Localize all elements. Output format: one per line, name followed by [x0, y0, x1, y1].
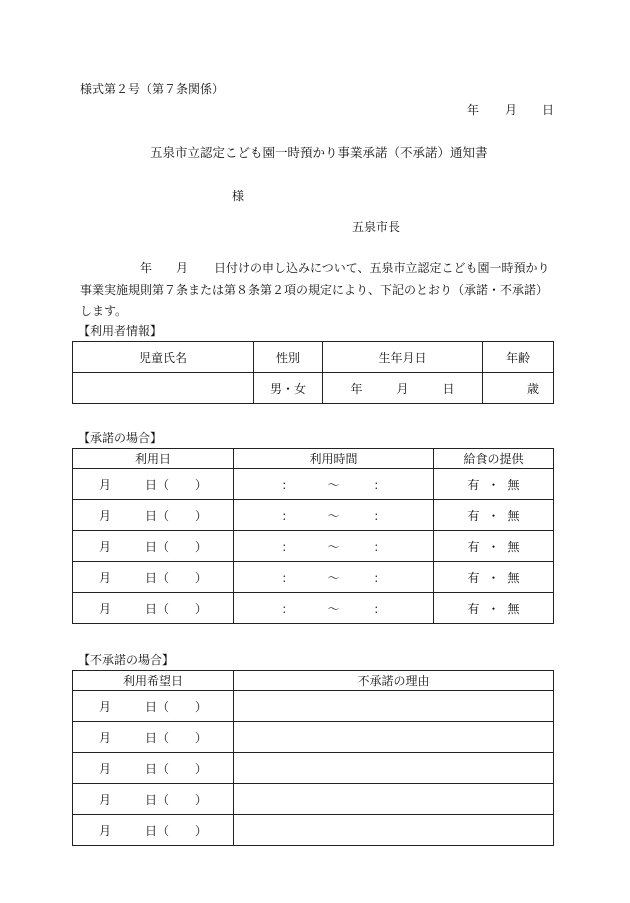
table-row [73, 562, 554, 593]
rejected-reason-cell[interactable] [234, 815, 554, 846]
rejected-date-cell[interactable] [73, 784, 234, 815]
time-colon-end: ： [373, 601, 386, 616]
month-label: 月 [98, 792, 111, 807]
meal-yes: 有 [467, 601, 480, 616]
date-year: 年 [467, 103, 480, 117]
approved-meal-cell[interactable] [434, 500, 554, 531]
time-tilde: ～ [327, 508, 340, 523]
month-label: 月 [98, 477, 111, 492]
table-row [73, 722, 554, 753]
meal-no: 無 [507, 477, 520, 492]
table-row [73, 753, 554, 784]
weekday-close: ） [195, 699, 208, 714]
approved-meal-header: 給食の提供 [434, 449, 554, 469]
issuer: 五泉市長 [352, 220, 401, 234]
birth-date-header: 生年月日 [323, 342, 483, 373]
approved-meal-cell[interactable] [434, 562, 554, 593]
table-row [73, 469, 554, 500]
rejected-reason-cell[interactable] [234, 753, 554, 784]
child-name-cell[interactable] [73, 373, 254, 404]
time-tilde: ～ [327, 570, 340, 585]
day-label: 日（ [144, 508, 169, 523]
meal-yes: 有 [467, 570, 480, 585]
approved-time-cell[interactable] [234, 469, 434, 500]
approved-time-cell[interactable] [234, 593, 434, 624]
user-info-table [72, 341, 554, 404]
rejected-date-cell[interactable] [73, 722, 234, 753]
approved-time-header: 利用時間 [234, 449, 434, 469]
month-label: 月 [98, 699, 111, 714]
time-colon-start: ： [281, 570, 294, 585]
birth-year: 年 [350, 381, 363, 396]
weekday-close: ） [195, 570, 208, 585]
meal-dot: ・ [487, 508, 500, 523]
rejected-date-header: 利用希望日 [73, 671, 234, 691]
rejected-date-cell[interactable] [73, 691, 234, 722]
day-label: 日（ [144, 761, 169, 776]
rejected-date-cell[interactable] [73, 753, 234, 784]
page-title: 五泉市立認定こども園一時預かり事業承諾（不承諾）通知書 [150, 145, 488, 160]
meal-dot: ・ [487, 601, 500, 616]
day-label: 日（ [144, 823, 169, 838]
day-label: 日（ [144, 792, 169, 807]
approved-meal-cell[interactable] [434, 469, 554, 500]
approved-meal-cell[interactable] [434, 593, 554, 624]
month-label: 月 [98, 508, 111, 523]
table-row [73, 531, 554, 562]
time-colon-start: ： [281, 539, 294, 554]
age-header: 年齢 [483, 342, 554, 373]
month-label: 月 [98, 730, 111, 745]
approved-time-cell[interactable] [234, 562, 434, 593]
meal-no: 無 [507, 508, 520, 523]
weekday-close: ） [195, 508, 208, 523]
form-number: 様式第２号（第７条関係） [80, 82, 225, 96]
birth-month: 月 [396, 381, 409, 396]
birth-day: 日 [442, 381, 455, 396]
day-label: 日（ [144, 539, 169, 554]
approved-date-cell[interactable] [73, 500, 234, 531]
meal-yes: 有 [467, 508, 480, 523]
body-text: 日付けの申し込みについて、五泉市立認定こども園一時預かり事業実施規則第７条または第８条第２項の規定により、下記のとおり（承諾・不承諾）します。 [80, 261, 550, 318]
day-label: 日（ [144, 570, 169, 585]
body-paragraph [80, 258, 553, 323]
weekday-close: ） [195, 823, 208, 838]
month-label: 月 [98, 570, 111, 585]
addressee-suffix: 様 [232, 189, 245, 203]
birth-date-cell[interactable] [323, 373, 483, 404]
rejected-reason-cell[interactable] [234, 722, 554, 753]
body-month: 月 [176, 261, 189, 275]
meal-dot: ・ [487, 477, 500, 492]
month-label: 月 [98, 539, 111, 554]
rejected-heading: 【不承諾の場合】 [78, 653, 175, 667]
user-info-heading: 【利用者情報】 [78, 324, 163, 338]
age-cell[interactable] [483, 373, 554, 404]
weekday-close: ） [195, 477, 208, 492]
day-label: 日（ [144, 699, 169, 714]
time-colon-end: ： [373, 508, 386, 523]
time-colon-end: ： [373, 570, 386, 585]
rejected-date-cell[interactable] [73, 815, 234, 846]
meal-no: 無 [507, 601, 520, 616]
meal-yes: 有 [467, 539, 480, 554]
age-unit: 歳 [526, 381, 539, 396]
child-name-header: 児童氏名 [73, 342, 254, 373]
weekday-close: ） [195, 761, 208, 776]
day-label: 日（ [144, 730, 169, 745]
body-year: 年 [140, 261, 153, 275]
time-tilde: ～ [327, 477, 340, 492]
approved-heading: 【承諾の場合】 [78, 431, 163, 445]
day-label: 日（ [144, 477, 169, 492]
approved-date-cell[interactable] [73, 469, 234, 500]
approved-date-cell[interactable] [73, 562, 234, 593]
approved-date-cell[interactable] [73, 593, 234, 624]
rejected-table [72, 670, 554, 846]
month-label: 月 [98, 601, 111, 616]
table-row [73, 691, 554, 722]
approved-meal-cell[interactable] [434, 531, 554, 562]
sex-cell[interactable]: 男・女 [254, 373, 323, 404]
month-label: 月 [98, 823, 111, 838]
rejected-reason-header: 不承諾の理由 [234, 671, 554, 691]
table-row [73, 815, 554, 846]
table-row [73, 784, 554, 815]
meal-dot: ・ [487, 570, 500, 585]
weekday-close: ） [195, 730, 208, 745]
approved-time-cell[interactable] [234, 500, 434, 531]
time-colon-start: ： [281, 601, 294, 616]
date-day: 日 [542, 103, 555, 117]
time-colon-start: ： [281, 508, 294, 523]
approved-table [72, 448, 554, 624]
approved-date-cell[interactable] [73, 531, 234, 562]
meal-no: 無 [507, 570, 520, 585]
meal-no: 無 [507, 539, 520, 554]
month-label: 月 [98, 761, 111, 776]
meal-dot: ・ [487, 539, 500, 554]
time-tilde: ～ [327, 539, 340, 554]
table-row [73, 593, 554, 624]
time-colon-start: ： [281, 477, 294, 492]
meal-yes: 有 [467, 477, 480, 492]
rejected-reason-cell[interactable] [234, 784, 554, 815]
time-tilde: ～ [327, 601, 340, 616]
table-row [73, 500, 554, 531]
weekday-close: ） [195, 539, 208, 554]
approved-date-header: 利用日 [73, 449, 234, 469]
approved-time-cell[interactable] [234, 531, 434, 562]
weekday-close: ） [195, 792, 208, 807]
time-colon-end: ： [373, 477, 386, 492]
rejected-reason-cell[interactable] [234, 691, 554, 722]
day-label: 日（ [144, 601, 169, 616]
weekday-close: ） [195, 601, 208, 616]
sex-header: 性別 [254, 342, 323, 373]
date-month: 月 [505, 103, 518, 117]
time-colon-end: ： [373, 539, 386, 554]
